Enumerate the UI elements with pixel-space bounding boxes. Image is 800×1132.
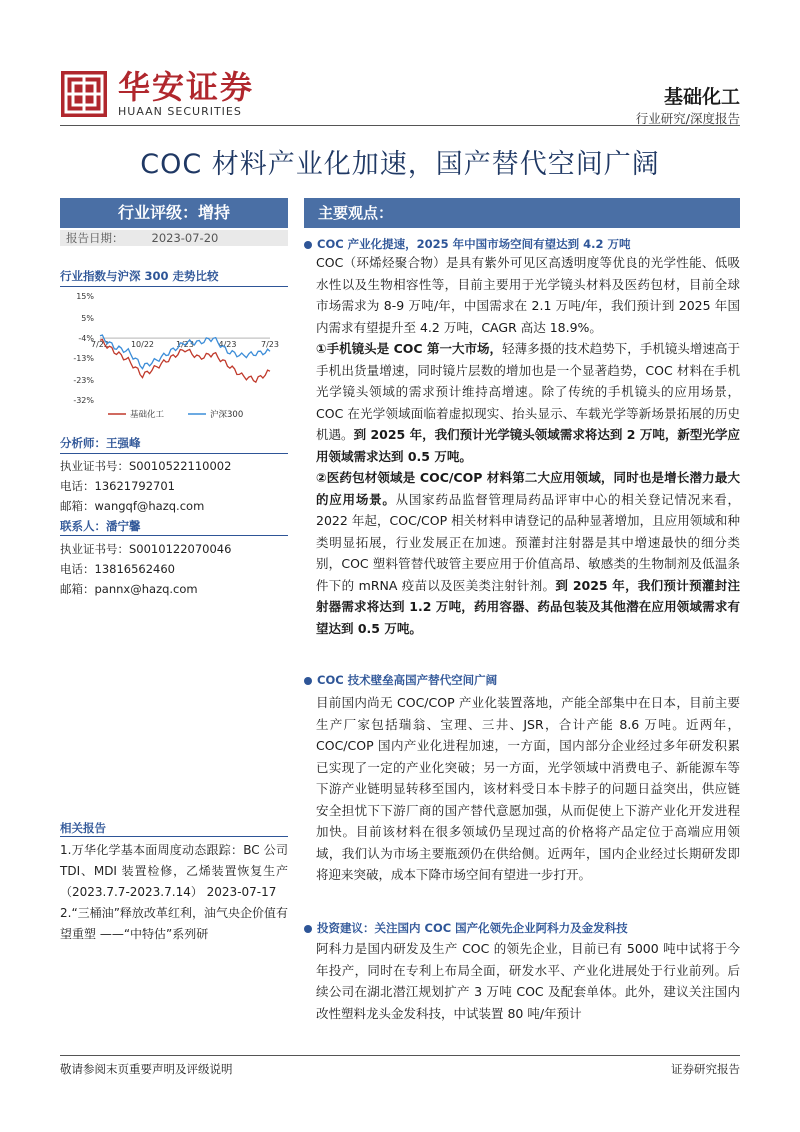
main-points-heading: 主要观点： (304, 198, 740, 228)
analyst-email[interactable]: 邮箱：wangqf@hazq.com (60, 499, 205, 513)
bullet-icon (304, 925, 312, 933)
x-tick-label: 10/22 (130, 340, 155, 350)
phone-lens-forecast: 到 2025 年，我们预计光学镜头领域需求将达到 2 万吨，新型光学应用领域需求达到 0.5 万吨。 (316, 427, 740, 464)
section-1-body (316, 252, 740, 639)
x-tick-label: 1/23 (176, 340, 194, 350)
section-1-title (304, 236, 740, 252)
contact-phone: 电话：13816562460 (60, 562, 175, 576)
y-tick-label: -23% (73, 376, 94, 386)
section-1-paragraph-2 (316, 338, 740, 467)
analyst-cert: 执业证书号：S0010522110002 (60, 459, 232, 473)
bullet-icon (304, 677, 312, 685)
x-tick-label: 4/23 (218, 340, 237, 350)
index-comparison-chart (60, 288, 290, 428)
x-tick-label: 7/22 (91, 340, 109, 350)
pharma-text: 从国家药品监督管理局药品评审中心的相关登记情况来看，2022 年起，COC/COP 相关材料申请登记的品种显著增加，且应用领域和种类明显拓展，行业发展正在加速。预灌封注射器是其中增速最快的细分类别，COC 塑料管替代玻管主要应用于价值高昂、敏感类的生物制剂及低温条件下的 mRNA 疫苗以及医美类注射针剂。 (316, 491, 740, 593)
chart-title-divider (60, 286, 288, 287)
report-date-row (60, 230, 288, 246)
contact-cert: 执业证书号：S0010122070046 (60, 542, 232, 556)
brand-name: 华安证券 (118, 68, 255, 106)
section-2-title (304, 672, 740, 688)
section-1-title-text: COC 产业化提速，2025 年中国市场空间有望达到 4.2 万吨 (317, 237, 631, 251)
related-reports-list (60, 840, 288, 945)
report-date-value: 2023-07-20 (151, 231, 219, 245)
contact-email[interactable]: 邮箱：pannx@hazq.com (60, 582, 198, 596)
contact-title: 联系人：潘宁馨 (60, 519, 141, 533)
section-3-paragraph-1: 阿科力是国内研发及生产 COC 的领先企业，目前已有 5000 吨中试将于今年投产，同时在专利上布局全面，研发水平、产业化进展处于行业前列。后续公司在湖北潜江规划扩产 3 万吨 COC 及配套单体。此外，建议关注国内改性塑料龙头金发科技，中试装置 80 吨/年预计 (316, 941, 740, 1021)
section-2-title-text: COC 技术壁垒高国产替代空间广阔 (317, 673, 498, 687)
sector-label: 基础化工 (663, 86, 740, 108)
y-tick-label: -32% (73, 396, 94, 405)
y-tick-label: -4% (78, 334, 94, 344)
analyst-phone: 电话：13621792701 (60, 479, 175, 493)
related-report-item[interactable]: 1.万华化学基本面周度动态跟踪：BC 公司 TDI、MDI 装置检修，乙烯装置恢复生产（2023.7.7-2023.7.14） 2023-07-17 (60, 843, 288, 899)
related-reports-divider (60, 836, 288, 837)
section-3-title (304, 920, 740, 936)
y-tick-label: -13% (73, 353, 94, 363)
section-3-body (316, 938, 740, 1024)
analyst-divider (60, 453, 288, 454)
footer-divider (60, 1055, 740, 1056)
y-tick-label: 15% (76, 292, 94, 301)
analyst-title: 分析师：王强峰 (60, 436, 141, 450)
section-1-paragraph-1: COC（环烯烃聚合物）是具有紫外可见区高透明度等优良的光学性能、低吸水性以及生物相容性等，目前主要用于光学镜头材料及医药包材，目前全球市场需求为 8-9 万吨/年，中国需求在 2.1 万吨/年，我们预计到 2025 年国内需求有望提升至 4.2 万吨，CAGR 高达 18.9%。 (316, 255, 740, 335)
section-3-title-text: 投资建议：关注国内 COC 国产化领先企业阿科力及金发科技 (317, 921, 628, 935)
pharma-heading: ②医药包材领域是 COC/COP 材料第二大应用领域，同时也是增长潜力最大的应用场景。 (316, 470, 740, 507)
section-1-paragraph-3 (316, 467, 740, 639)
x-tick-label: 7/23 (261, 340, 279, 350)
footer-report-label: 证券研究报告 (671, 1062, 740, 1076)
brand-english-name: HUAAN SECURITIES (118, 105, 242, 118)
industry-rating: 行业评级：增持 (60, 198, 288, 228)
legend-label: 沪深300 (210, 410, 244, 420)
phone-lens-heading: ①手机镜头是 COC 第一大市场， (316, 341, 503, 356)
legend-label: 基础化工 (130, 410, 165, 420)
pharma-forecast: 到 2025 年，我们预计预灌封注射器需求将达到 1.2 万吨，药用容器、药品包装及其他潜在应用领域需求有望达到 0.5 万吨。 (316, 577, 740, 636)
section-2-body (316, 692, 740, 886)
related-report-item[interactable]: 2.“三桶油”释放改革红利，油气央企价值有望重塑 ——“中特估”系列研 (60, 906, 288, 941)
y-tick-label: 5% (81, 314, 94, 324)
footer-disclaimer[interactable]: 敬请参阅末页重要声明及评级说明 (60, 1062, 233, 1076)
related-reports-title: 相关报告 (60, 821, 106, 835)
report-type: 行业研究/深度报告 (635, 111, 740, 126)
report-date-label: 报告日期： (66, 231, 124, 245)
chart-title: 行业指数与沪深 300 走势比较 (60, 269, 219, 283)
header-divider (60, 125, 740, 126)
phone-lens-text: 轻薄多摄的技术趋势下，手机镜头增速高于手机出货量增速，同时镜片层数的增加也是一个显著趋势，COC 材料在手机光学镜头领域的需求预计维持高增速。除了传统的手机镜头的应用场景，COC 在光学领域面临着虚拟现实、抬头显示、车载光学等新场景拓展的历史机遇。 (316, 341, 740, 442)
huaan-logo-icon (60, 70, 108, 118)
section-2-paragraph-1: 目前国内尚无 COC/COP 产业化装置落地，产能全部集中在日本，目前主要生产厂家包括瑞翁、宝理、三井、JSR，合计产能 8.6 万吨。近两年，COC/COP 国内产业化进程加速，一方面，国内部分企业经过多年研发积累已实现了一定的产业化突破；另一方面，光学领域中消费电子、新能源车等下游产业链明显转移至国内，该材料受日本卡脖子的问题日益突出，供应链安全担忧下下游厂商的国产替代意愿加强，从而促使上下游产业化开发进程加快。目前该材料在很多领域仍呈现过高的价格将产品定位于高端应用领域，我们认为市场主要瓶颈仍在供给侧。近两年，国内企业经过长期研发即将迎来突破，成本下降市场空间有望进一步打开。 (316, 695, 740, 882)
contact-divider (60, 535, 288, 536)
page-title: COC 材料产业化加速，国产替代空间广阔 (140, 149, 660, 180)
bullet-icon (304, 241, 312, 249)
